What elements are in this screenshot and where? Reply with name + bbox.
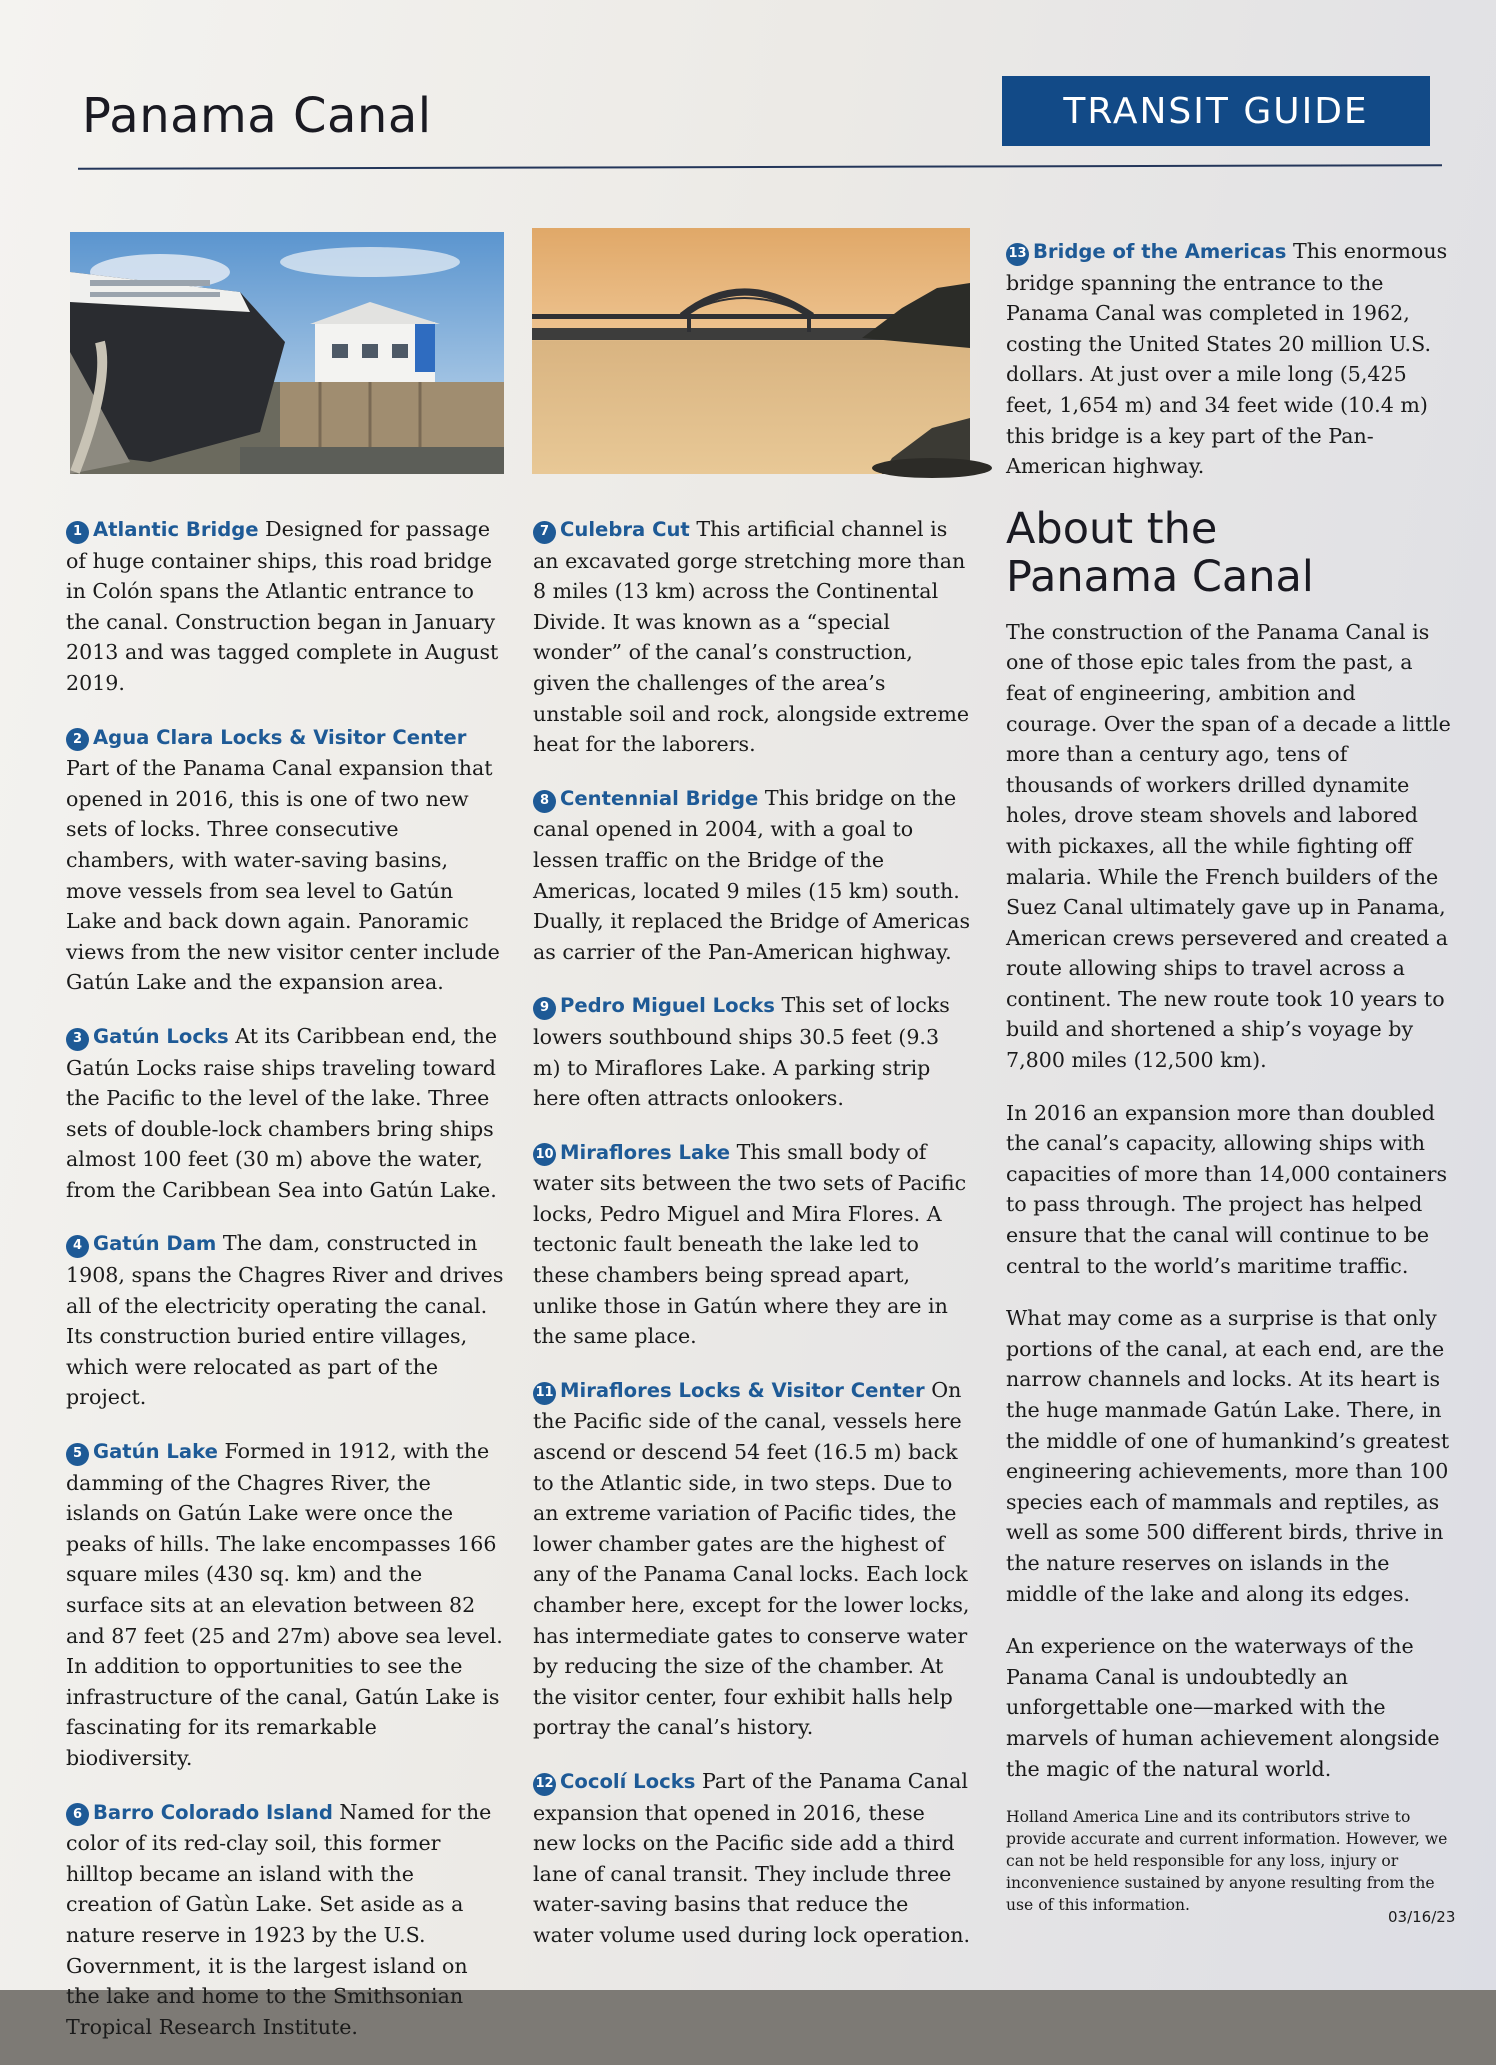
entry-culebra-cut [533,514,973,760]
entry-heading: Culebra Cut [560,518,690,541]
entry-heading: Cocolí Locks [560,1769,696,1793]
entry-atlantic-bridge [66,514,506,699]
about-paragraph: The construction of the Panama Canal is one of those epic tales from the past, a feat of engineering, ambition and courage. Over the span of a decade a little more than a century ago, tens of thousands of workers drilled dynamite holes, drove steam shovels and labored with pickaxes, all the while fighting off malaria. While the French builders of the Suez Canal ultimately gave up in Panama, American crews persevered and created a route allowing ships to travel across a continent. The new route took 10 years to build and shortened a ship’s voyage by 7,800 miles (12,500 km). [1006,619,1451,1073]
entry-text: At its Caribbean end, the Gatún Locks raise ships traveling toward the Pacific to the level of the lake. Three sets of double-lock chambers bring ships almost 100 feet (30 m) above the water, from the Caribbean Sea into Gatún Lake. [66,1023,498,1202]
entry-heading: Miraflores Lake [560,1140,731,1164]
entry-heading: Bridge of the Americas [1033,240,1287,263]
entry-text: Named for the color of its red-clay soil, this former hilltop became an island with the creation of Gatùn Lake. Set aside as a nature reserve in 1923 by the U.S. Government, it is the largest island on the lake and home to the Smithsonian Tropical Research Institute. [66,1799,492,2039]
entry-text: On the Pacific side of the canal, vessels here ascend or descend 54 feet (16.5 m) back to the Atlantic side, in two steps. Due to an extreme variation of Pacific tides, the lower chamber gates are the highest of any of the Panama Canal locks. Each lock chamber here, except for the lower locks, has intermediate gates to conserve water by reducing the size of the chamber. At the visitor center, four exhibit halls help portray the canal’s history. [533,1377,970,1740]
page-title: Panama Canal [82,88,432,144]
entry-miraflores-locks [533,1375,973,1743]
entry-heading: Centennial Bridge [560,786,759,810]
entry-heading: Miraflores Locks & Visitor Center [560,1378,925,1402]
entry-gatun-lake [66,1436,506,1774]
disclaimer: Holland America Line and its contributors strive to provide accurate and current information. However, we can not be held responsible for any loss, injury or inconvenience sustained by anyone resulting from the use of this information. [1006,1808,1448,1915]
number-badge: 13 [1006,243,1029,266]
entry-gatun-locks [66,1021,506,1206]
entry-gatun-dam [66,1228,506,1413]
number-badge: 7 [533,521,556,544]
entry-bridge-of-the-americas [1006,236,1452,482]
number-badge: 2 [66,728,89,751]
number-badge: 8 [533,790,556,813]
entry-text: Part of the Panama Canal expansion that opened in 2016, this is one of two new sets of locks. Three consecutive chambers, with water-saving basins, move vessels from sea level to Gatún Lake and back down again. Panoramic views from the new visitor center include Gatún Lake and the expansion area. [66,756,500,995]
number-badge: 12 [533,1773,556,1796]
entry-heading: Gatún Lake [93,1440,218,1464]
entry-heading: Gatún Dam [93,1232,217,1256]
print-date: 03/16/23 [1388,1908,1456,1926]
entry-text: The dam, constructed in 1908, spans the Chagres River and drives all of the electricity operating the canal. Its construction buried entire villages, which were relocated as part of the project. [66,1231,504,1410]
entry-text: This bridge on the canal opened in 2004, with a goal to lessen traffic on the Bridge of the Americas, located 9 miles (15 km) south. Dually, it replaced the Bridge of Americas as carrier of the Pan-American highway. [533,785,971,964]
number-badge: 6 [66,1803,89,1826]
entry-text: This artificial channel is an excavated gorge stretching more than 8 miles (13 km) across the Continental Divide. It was known as a “special wonder” of the canal’s construction, given the challenges of the area’s unstable soil and rock, alongside extreme heat for the laborers. [533,517,970,757]
entry-miraflores-lake [533,1137,973,1352]
transit-guide-badge: TRANSIT GUIDE [1002,76,1430,146]
entry-text: This enormous bridge spanning the entrance to the Panama Canal was completed in 1962, costing the United States 20 million U.S. dollars. At just over a mile long (5,425 feet, 1,654 m) and 34 feet wide (10.4 m) this bridge is a key part of the Pan-American highway. [1006,239,1448,479]
entry-text: Part of the Panama Canal expansion that opened in 2016, these new locks on the Pacific side add a third lane of canal transit. They include three water-saving basins that reduce the water volume used during lock operation. [533,1768,971,1947]
number-badge: 9 [533,997,556,1020]
number-badge: 1 [66,521,89,544]
entry-heading: Gatún Locks [93,1024,229,1048]
entry-pedro-miguel-locks [533,990,973,1113]
about-paragraph: An experience on the waterways of the Panama Canal is undoubtedly an unforgettable one—marked with the marvels of human achievement alongside the magic of the natural world. [1006,1634,1440,1781]
entry-heading: Pedro Miguel Locks [560,994,775,1018]
entry-text: Designed for passage of huge container ships, this road bridge in Colón spans the Atlantic entrance to the canal. Construction began in January 2013 and was tagged complete in August 2019. [66,517,499,695]
number-badge: 4 [66,1235,89,1258]
column-1 [66,514,506,2065]
column-3 [1006,236,1452,1916]
number-badge: 3 [66,1028,89,1051]
photo-bridge-sunset [532,228,970,474]
entry-heading: Atlantic Bridge [93,518,259,541]
about-heading: About the Panama Canal [1006,503,1314,602]
number-badge: 10 [533,1143,556,1166]
header-rule [78,164,1442,170]
entry-heading: Agua Clara Locks & Visitor Center [93,725,467,749]
column-2 [533,514,973,1974]
entry-heading: Barro Colorado Island [93,1800,333,1824]
entry-agua-clara-locks [66,722,506,998]
number-badge: 5 [66,1443,89,1466]
number-badge: 11 [533,1382,556,1405]
entry-text: Formed in 1912, with the damming of the Chagres River, the islands on Gatún Lake were once the peaks of hills. The lake encompasses 166 square miles (430 sq. km) and the surface sits at an elevation between 82 and 87 feet (25 and 27m) above sea level. In addition to opportunities to see the infrastructure of the canal, Gatún Lake is fascinating for its remarkable biodiversity. [66,1439,503,1770]
entry-cocoli-locks [533,1766,973,1951]
entry-text: This set of locks lowers southbound ships 30.5 feet (9.3 m) to Miraflores Lake. A parking strip here often attracts onlookers. [533,993,950,1111]
photo-ship-in-locks [70,232,504,474]
about-paragraph: What may come as a surprise is that only portions of the canal, at each end, are the narrow channels and locks. At its heart is the huge manmade Gatún Lake. There, in the middle of one of humankind’s greatest engineering achievements, more than 100 species each of mammals and reptiles, as well as some 500 different birds, thrive in the nature reserves on islands in the middle of the lake and along its edges. [1006,1306,1450,1606]
entry-barro-colorado-island [66,1797,506,2043]
about-paragraph: In 2016 an expansion more than doubled the canal’s capacity, allowing ships with capacities of more than 14,000 containers to pass through. The project has helped ensure that the canal will continue to be central to the world’s maritime traffic. [1006,1100,1448,1278]
entry-centennial-bridge [533,783,973,968]
entry-text: This small body of water sits between the two sets of Pacific locks, Pedro Miguel and Mira Flores. A tectonic fault beneath the lake led to these chambers being spread apart, unlike those in Gatún where they are in the same place. [533,1139,967,1349]
